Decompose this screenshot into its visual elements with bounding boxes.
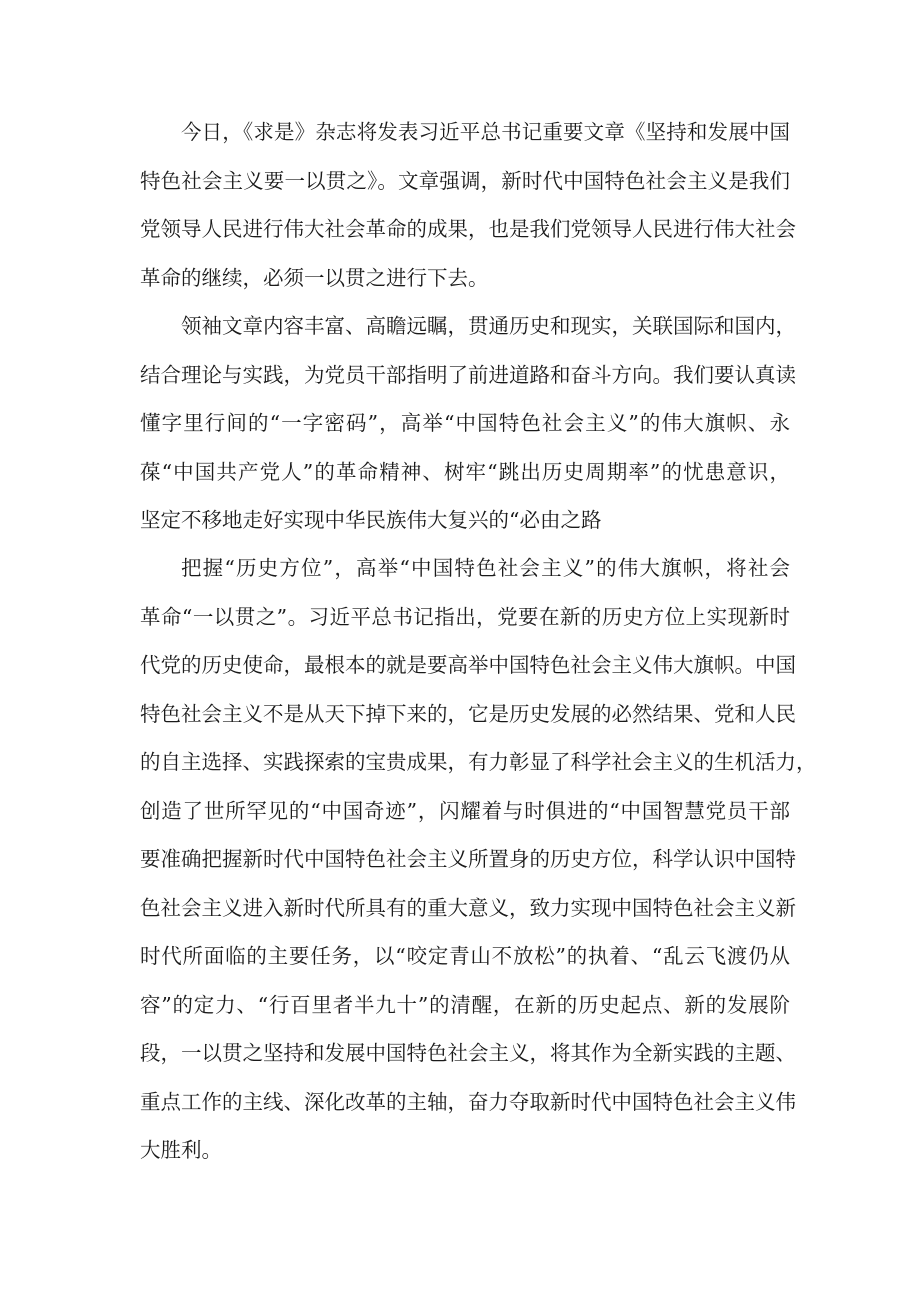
paragraph-line: 创造了世所罕见的“中国奇迹”，闪耀着与时俱进的“中国智慧党员干部 [140,798,790,823]
paragraph-leader-article [140,302,796,545]
paragraph-line: 重点工作的主线、深化改革的主轴，奋力夺取新时代中国特色社会主义伟 [140,1089,796,1114]
paragraph-line: 大胜利。 [140,1138,222,1162]
paragraph-line: 特色社会主义不是从天下掉下来的，它是历史发展的必然结果、党和人民 [140,701,796,726]
paragraph-line: 懂字里行间的“一字密码”，高举“中国特色社会主义”的伟大旗帜、永 [140,411,790,435]
paragraph-line: 段，一以贯之坚持和发展中国特色社会主义，将其作为全新实践的主题、 [140,1041,796,1065]
paragraph-line: 的自主选择、实践探索的宝贵成果，有力彰显了科学社会主义的生机活力， [140,750,817,774]
paragraph-line: 代党的历史使命，最根本的就是要高举中国特色社会主义伟大旗帜。中国 [140,653,796,677]
paragraph-line: 今日，《求是》杂志将发表习近平总书记重要文章《坚持和发展中国 [181,120,790,144]
paragraph-line: 结合理论与实践，为党员干部指明了前进道路和奋斗方向。我们要认真读 [140,362,796,387]
paragraph-line: 要准确把握新时代中国特色社会主义所置身的历史方位，科学认识中国特 [140,847,796,871]
paragraph-line: 领袖文章内容丰富、高瞻远瞩，贯通历史和现实，关联国际和国内， [181,314,796,338]
paragraph-line: 时代所面临的主要任务，以“咬定青山不放松”的执着、“乱云飞渡仍从 [140,944,790,968]
paragraph-intro [140,108,796,302]
paragraph-line: 容”的定力、“行百里者半九十”的清醒，在新的历史起点、新的发展阶 [140,992,790,1017]
paragraph-line: 革命“一以贯之”。习近平总书记指出，党要在新的历史方位上实现新时 [140,604,790,629]
paragraph-line: 葆“中国共产党人”的革命精神、树牢“跳出历史周期率”的忧患意识， [140,459,790,484]
paragraph-line: 特色社会主义要一以贯之》。文章强调，新时代中国特色社会主义是我们 [140,168,790,193]
paragraph-line: 色社会主义进入新时代所具有的重大意义，致力实现中国特色社会主义新 [140,895,796,920]
paragraph-line: 革命的继续，必须一以贯之进行下去。 [140,265,489,290]
paragraph-line: 坚定不移地走好实现中华民族伟大复兴的“必由之路 [140,508,602,532]
paragraph-historical-position [140,544,817,1175]
paragraph-line: 把握“历史方位”，高举“中国特色社会主义”的伟大旗帜，将社会 [181,556,790,580]
paragraph-line: 党领导人民进行伟大社会革命的成果，也是我们党领导人民进行伟大社会 [140,217,796,241]
